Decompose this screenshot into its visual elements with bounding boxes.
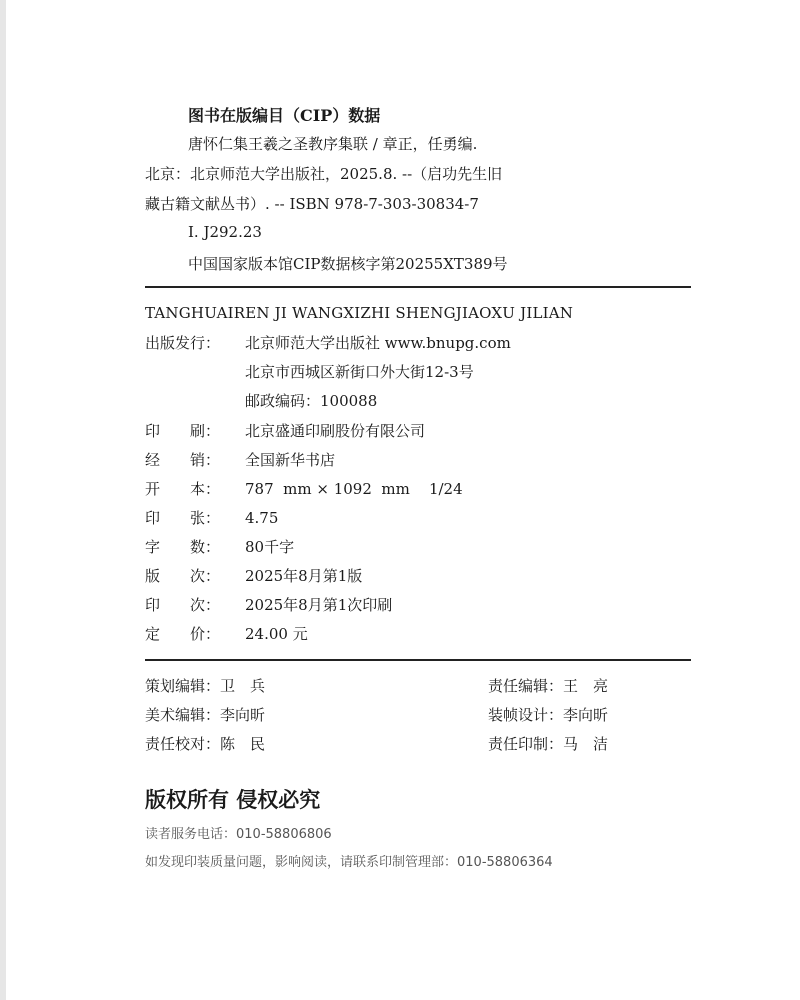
detail-label: 印 次： <box>145 596 221 614</box>
divider-bottom <box>145 659 691 661</box>
cip-line-title-author: 唐怀仁集王羲之圣教序集联 / 章正，任勇编. <box>188 135 478 153</box>
pinyin-title: TANGHUAIREN JI WANGXIZHI SHENGJIAOXU JILIAN <box>145 304 574 322</box>
detail-row-printing <box>145 594 392 616</box>
reader-service-phone: 读者服务电话：010-58806806 <box>145 827 332 842</box>
copyright-notice: 版权所有 侵权必究 <box>145 788 321 812</box>
detail-label: 印 刷： <box>145 422 221 440</box>
staff-proofreader: 责任校对：陈 民 <box>145 735 266 753</box>
detail-label: 定 价： <box>145 625 221 643</box>
quality-issue-contact: 如发现印装质量问题，影响阅读，请联系印制管理部：010-58806364 <box>145 855 553 870</box>
staff-responsible-editor: 责任编辑：王 亮 <box>488 677 609 695</box>
detail-value: 24.00 元 <box>245 625 308 643</box>
detail-label: 版 次： <box>145 567 221 585</box>
detail-value: 787 mm × 1092 mm 1/24 <box>245 480 463 498</box>
detail-value: 全国新华书店 <box>245 451 336 469</box>
publisher-address: 北京市西城区新街口外大街12-3号 <box>245 363 474 381</box>
detail-row-price <box>145 623 308 645</box>
detail-value: 4.75 <box>245 509 279 527</box>
detail-label: 经 销： <box>145 451 221 469</box>
detail-row-word-count <box>145 536 294 558</box>
staff-print-supervisor: 责任印制：马 洁 <box>488 735 609 753</box>
cip-line-isbn: 藏古籍文献丛书）. -- ISBN 978-7-303-30834-7 <box>145 195 479 213</box>
detail-row-edition <box>145 565 362 587</box>
cip-line-publisher: 北京：北京师范大学出版社，2025.8. --（启功先生旧 <box>145 165 503 183</box>
detail-value: 2025年8月第1版 <box>245 567 363 585</box>
detail-value: 北京盛通印刷股份有限公司 <box>245 422 426 440</box>
detail-label: 印 张： <box>145 509 221 527</box>
detail-row-format <box>145 478 463 500</box>
detail-row-sheets <box>145 507 278 529</box>
cip-line-record-number: 中国国家版本馆CIP数据核字第20255XT389号 <box>188 255 508 273</box>
detail-label: 字 数： <box>145 538 221 556</box>
divider-top <box>145 286 691 288</box>
publisher-postcode: 邮政编码：100088 <box>245 392 378 410</box>
publisher-value: 北京师范大学出版社 www.bnupg.com <box>245 334 511 352</box>
cip-line-classification: Ⅰ. J292.23 <box>188 223 262 241</box>
detail-label: 开 本： <box>145 480 221 498</box>
detail-row-distributor <box>145 449 335 471</box>
detail-value: 80千字 <box>245 538 295 556</box>
staff-art-editor: 美术编辑：李向昕 <box>145 706 266 724</box>
cip-title: 图书在版编目（CIP）数据 <box>188 106 381 125</box>
publisher-row <box>145 332 511 354</box>
publisher-label: 出版发行： <box>145 334 221 352</box>
staff-binding-design: 装帧设计：李向昕 <box>488 706 609 724</box>
detail-value: 2025年8月第1次印刷 <box>245 596 393 614</box>
staff-planning-editor: 策划编辑：卫 兵 <box>145 677 266 695</box>
detail-row-printer <box>145 420 425 442</box>
